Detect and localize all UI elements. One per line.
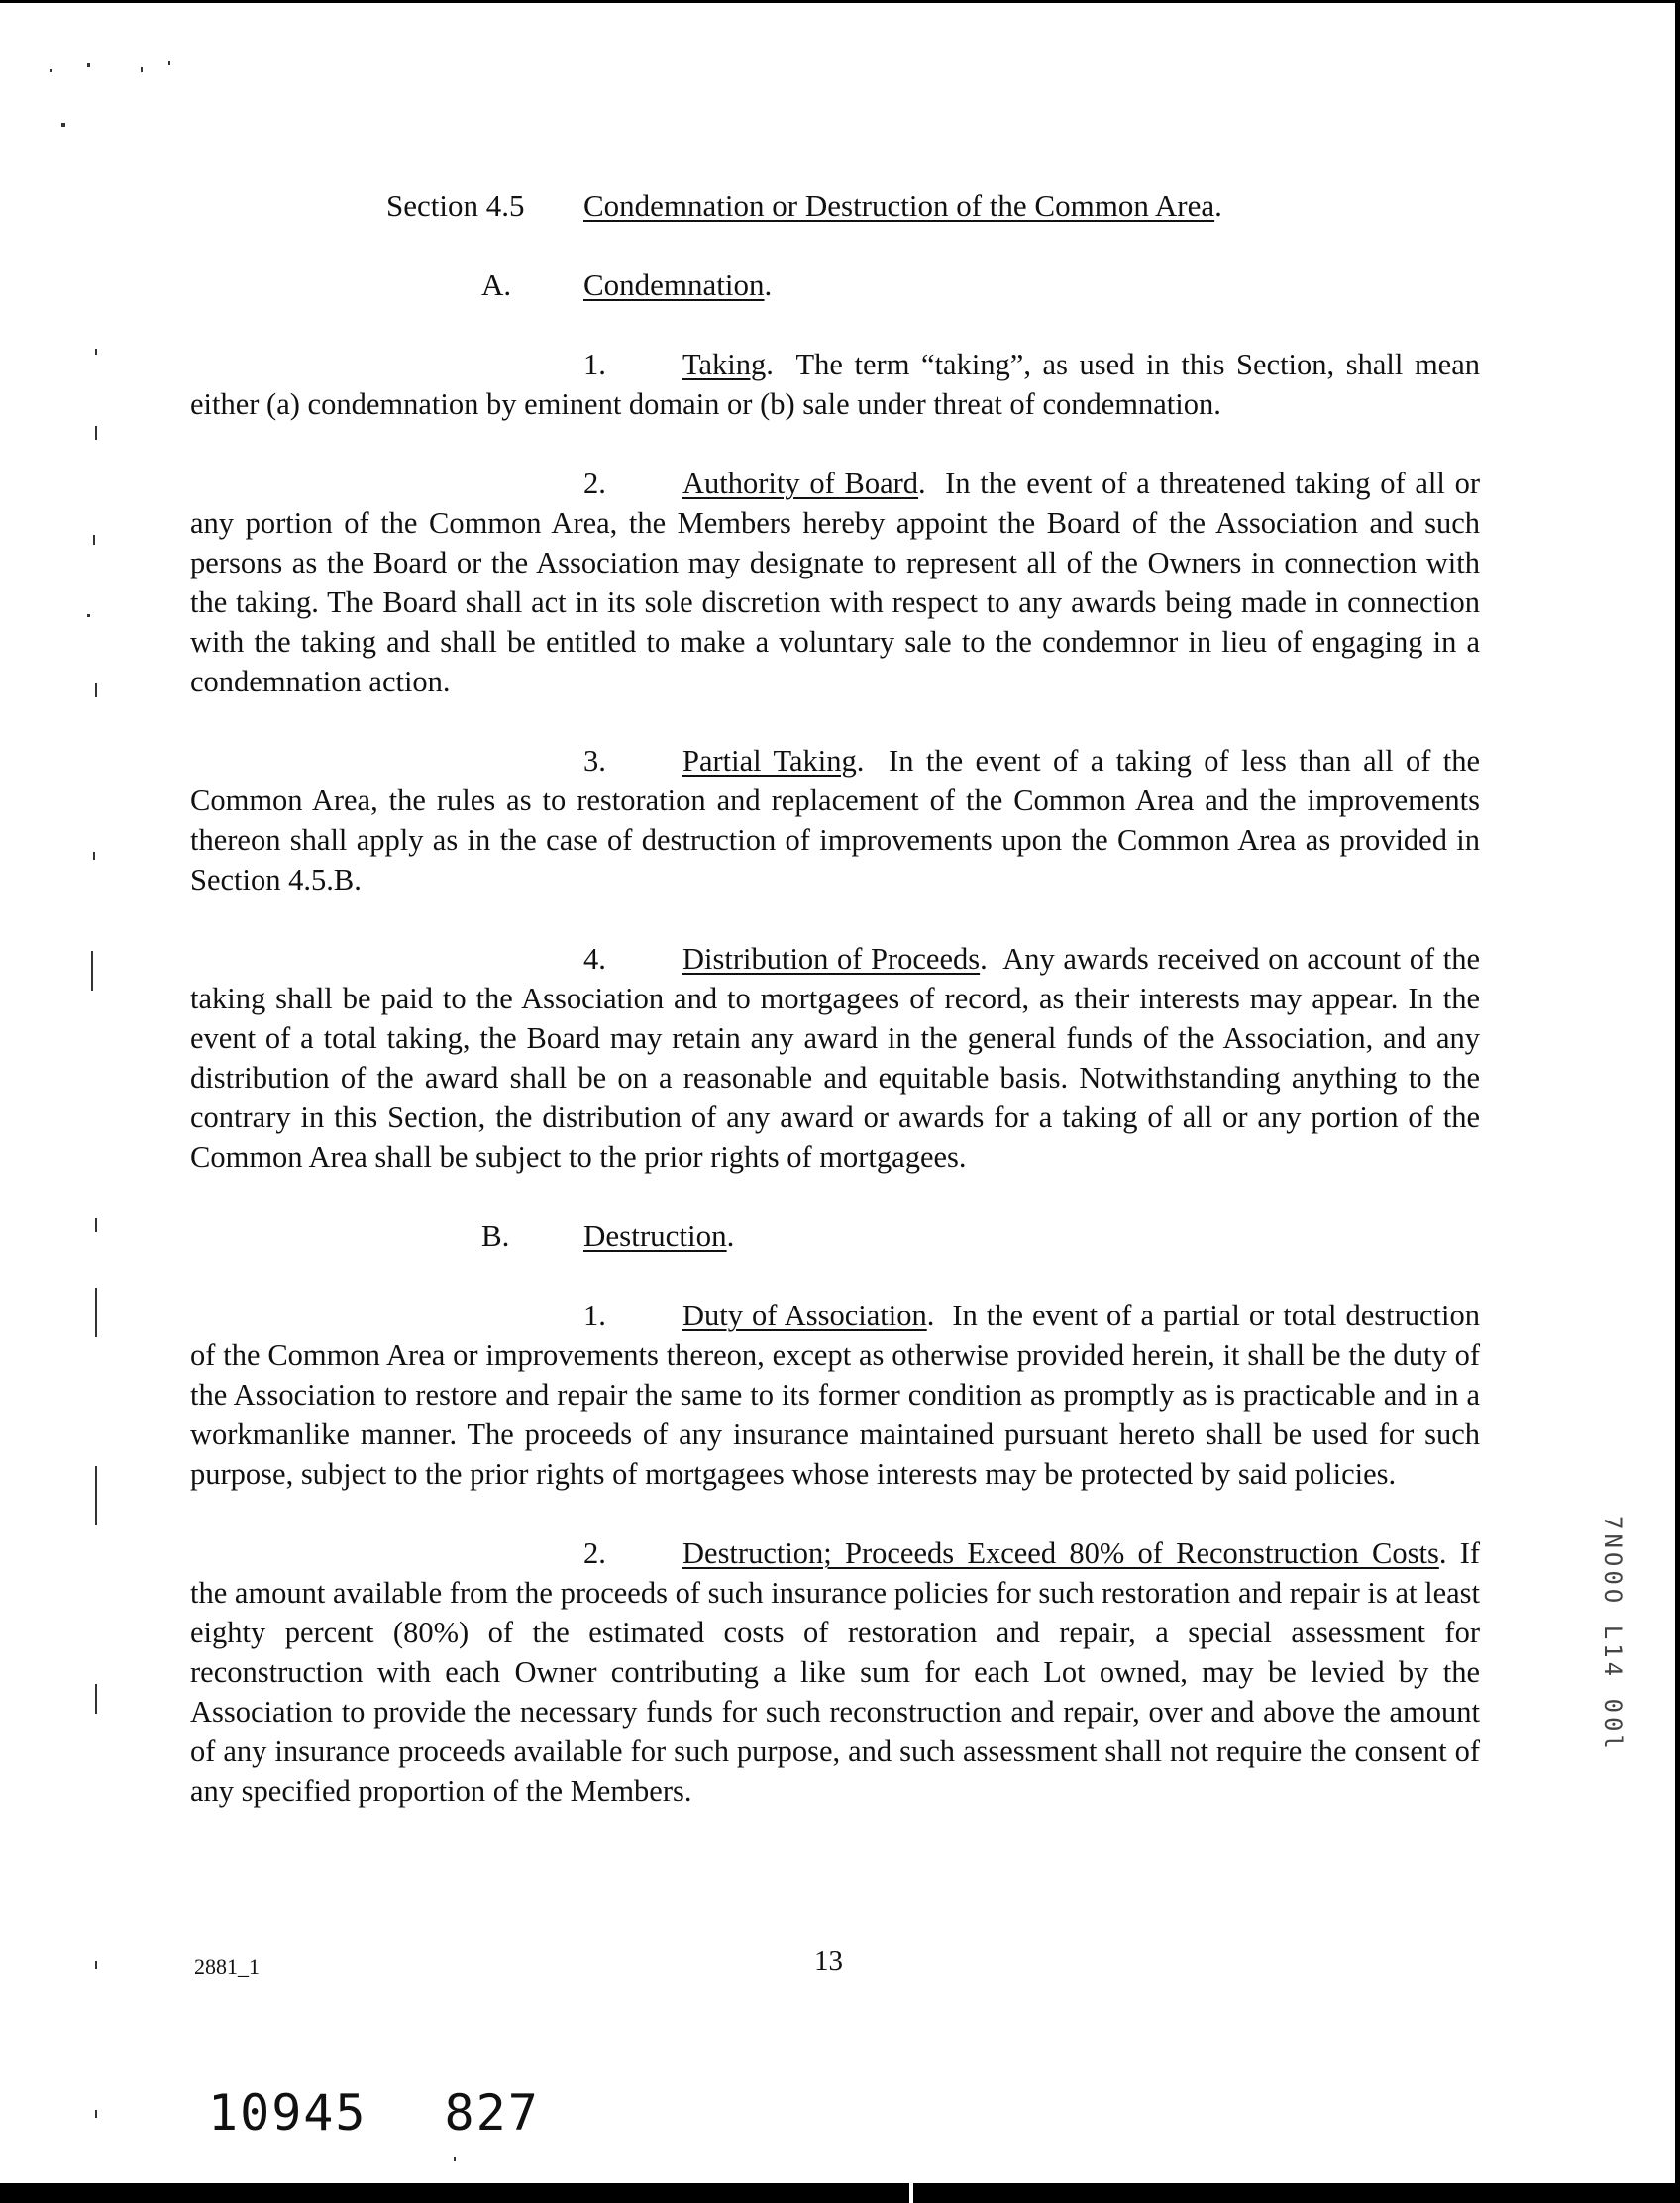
scan-border-bottom [0, 2183, 1680, 2203]
destruction-item-1: 1. Duty of Association. In the event of a partial or total destruction of the Common Area or improvements thereon, except as otherwise provided herein, it shall be the duty of the Association to restore and repair the same to its former condition as promptly as is practicable and in a workmanlike manner. The proceeds of any insurance maintained pursuant hereto shall be used for such purpose, subject to the prior rights of mortgagees whose interests may be protected by said policies. [190, 1299, 1481, 1491]
side-margin-stamp: 7NO0O L14 00l [1599, 1516, 1627, 1753]
subsection-a-heading: A. Condemnation. [190, 265, 1480, 305]
item-heading: Authority of Board [682, 467, 919, 500]
item-text: If the amount available from the proceeds of such insurance policies for such restoration and repair is at least eighty percent (80%) of the estimated costs of restoration and repair, a special assessment for reconstruction with each Owner contributing a like sum for each Lot owned, may be levied by the Association to provide the necessary funds for such reconstruction and repair, over and above the amount of any insurance proceeds available for such purpose, and such assessment shall not require the consent of any specified proportion of the Members. [190, 1536, 1481, 1808]
condemnation-item-1: 1. Taking. The term “taking”, as used in this Section, shall mean either (a) condemnation by eminent domain or (b) sale under threat of condemnation. [190, 348, 1480, 421]
section-title: Condemnation or Destruction of the Common Area [583, 188, 1215, 223]
item-text: In the event of a taking of less than all of the Common Area, the rules as to restoration and replacement of the Common Area and the improvements thereon shall apply as in the case of destruction of improvements upon the Common Area as provided in Section 4.5.B. [190, 744, 1481, 896]
item-heading: Distribution of Proceeds [682, 942, 981, 976]
destruction-item-2: 2. Destruction; Proceeds Exceed 80% of Reconstruction Costs. If the amount available from the proceeds of such insurance policies for such restoration and repair is at least eighty percent (80%) of the estimated costs of restoration and repair, a special assessment for reconstruction with each Owner contributing a like sum for each Lot owned, may be levied by the Association to provide the necessary funds for such reconstruction and repair, over and above the amount of any insurance proceeds available for such purpose, and such assessment shall not require the consent of any specified proportion of the Members. [190, 1536, 1481, 1808]
condemnation-item-3: 3. Partial Taking. In the event of a taking of less than all of the Common Area, the rules as to restoration and replacement of the Common Area and the improvements thereon shall apply as in the case of destruction of improvements upon the Common Area as provided in Section 4.5.B. [190, 744, 1481, 896]
book-number: 10945 [208, 2084, 368, 2142]
item-heading: Duty of Association [682, 1299, 927, 1332]
subsection-a-title: Condemnation [583, 267, 765, 302]
section-number: Section 4.5 [386, 188, 525, 223]
subsection-a-letter: A. [481, 267, 512, 302]
recording-stamp [208, 2084, 540, 2142]
item-heading: Partial Taking [682, 744, 857, 778]
subsection-b-heading: B. Destruction. [190, 1216, 1480, 1256]
item-text: In the event of a threatened taking of all or any portion of the Common Area, the Members hereby appoint the Board of the Association and such persons as the Board or the Association may designate to represent all of the Owners in connection with the taking. The Board shall act in its sole discretion with respect to any awards being made in connection with the taking and shall be entitled to make a voluntary sale to the condemnor in lieu of engaging in a condemnation action. [190, 467, 1480, 698]
item-heading: Destruction; Proceeds Exceed 80% of Reconstruction Costs [682, 1536, 1439, 1570]
subsection-b-letter: B. [481, 1218, 510, 1253]
item-text: In the event of a partial or total destruction of the Common Area or improvements thereon, except as otherwise provided herein, it shall be the duty of the Association to restore and repair the same to its former condition as promptly as is practicable and in a workmanlike manner. The proceeds of any insurance maintained pursuant hereto shall be used for such purpose, subject to the prior rights of mortgagees whose interests may be protected by said policies. [190, 1299, 1481, 1491]
page-number: 13 [814, 1945, 843, 1977]
item-heading: Taking [682, 348, 767, 381]
section-heading: Section 4.5 Condemnation or Destruction of the Common Area. [190, 186, 1480, 226]
stamp-page-number: 827 [444, 2084, 540, 2142]
condemnation-item-2: 2. Authority of Board. In the event of a threatened taking of all or any portion of the Common Area, the Members hereby appoint the Board of the Association and such persons as the Board or the Association may designate to represent all of the Owners in connection with the taking. The Board shall act in its sole discretion with respect to any awards being made in connection with the taking and shall be entitled to make a voluntary sale to the condemnor in lieu of engaging in a condemnation action. [190, 467, 1480, 698]
item-text: Any awards received on account of the taking shall be paid to the Association and to mortgagees of record, as their interests may appear. In the event of a total taking, the Board may retain any award in the general funds of the Association, and any distribution of the award shall be on a reasonable and equitable basis. Notwithstanding anything to the contrary in this Section, the distribution of any award or awards for a taking of all or any portion of the Common Area shall be subject to the prior rights of mortgagees. [190, 942, 1481, 1174]
scan-border-top [0, 0, 1680, 3]
document-page [190, 186, 1480, 1811]
condemnation-item-4: 4. Distribution of Proceeds. Any awards received on account of the taking shall be paid to the Association and to mortgagees of record, as their interests may appear. In the event of a total taking, the Board may retain any award in the general funds of the Association, and any distribution of the award shall be on a reasonable and equitable basis. Notwithstanding anything to the contrary in this Section, the distribution of any award or awards for a taking of all or any portion of the Common Area shall be subject to the prior rights of mortgagees. [190, 942, 1481, 1174]
item-text: The term “taking”, as used in this Section, shall mean either (a) condemnation by eminent domain or (b) sale under threat of condemnation. [190, 348, 1480, 421]
document-id: 2881_1 [194, 1954, 260, 1979]
scan-border-right [1675, 0, 1680, 2203]
subsection-b-title: Destruction [583, 1218, 727, 1253]
